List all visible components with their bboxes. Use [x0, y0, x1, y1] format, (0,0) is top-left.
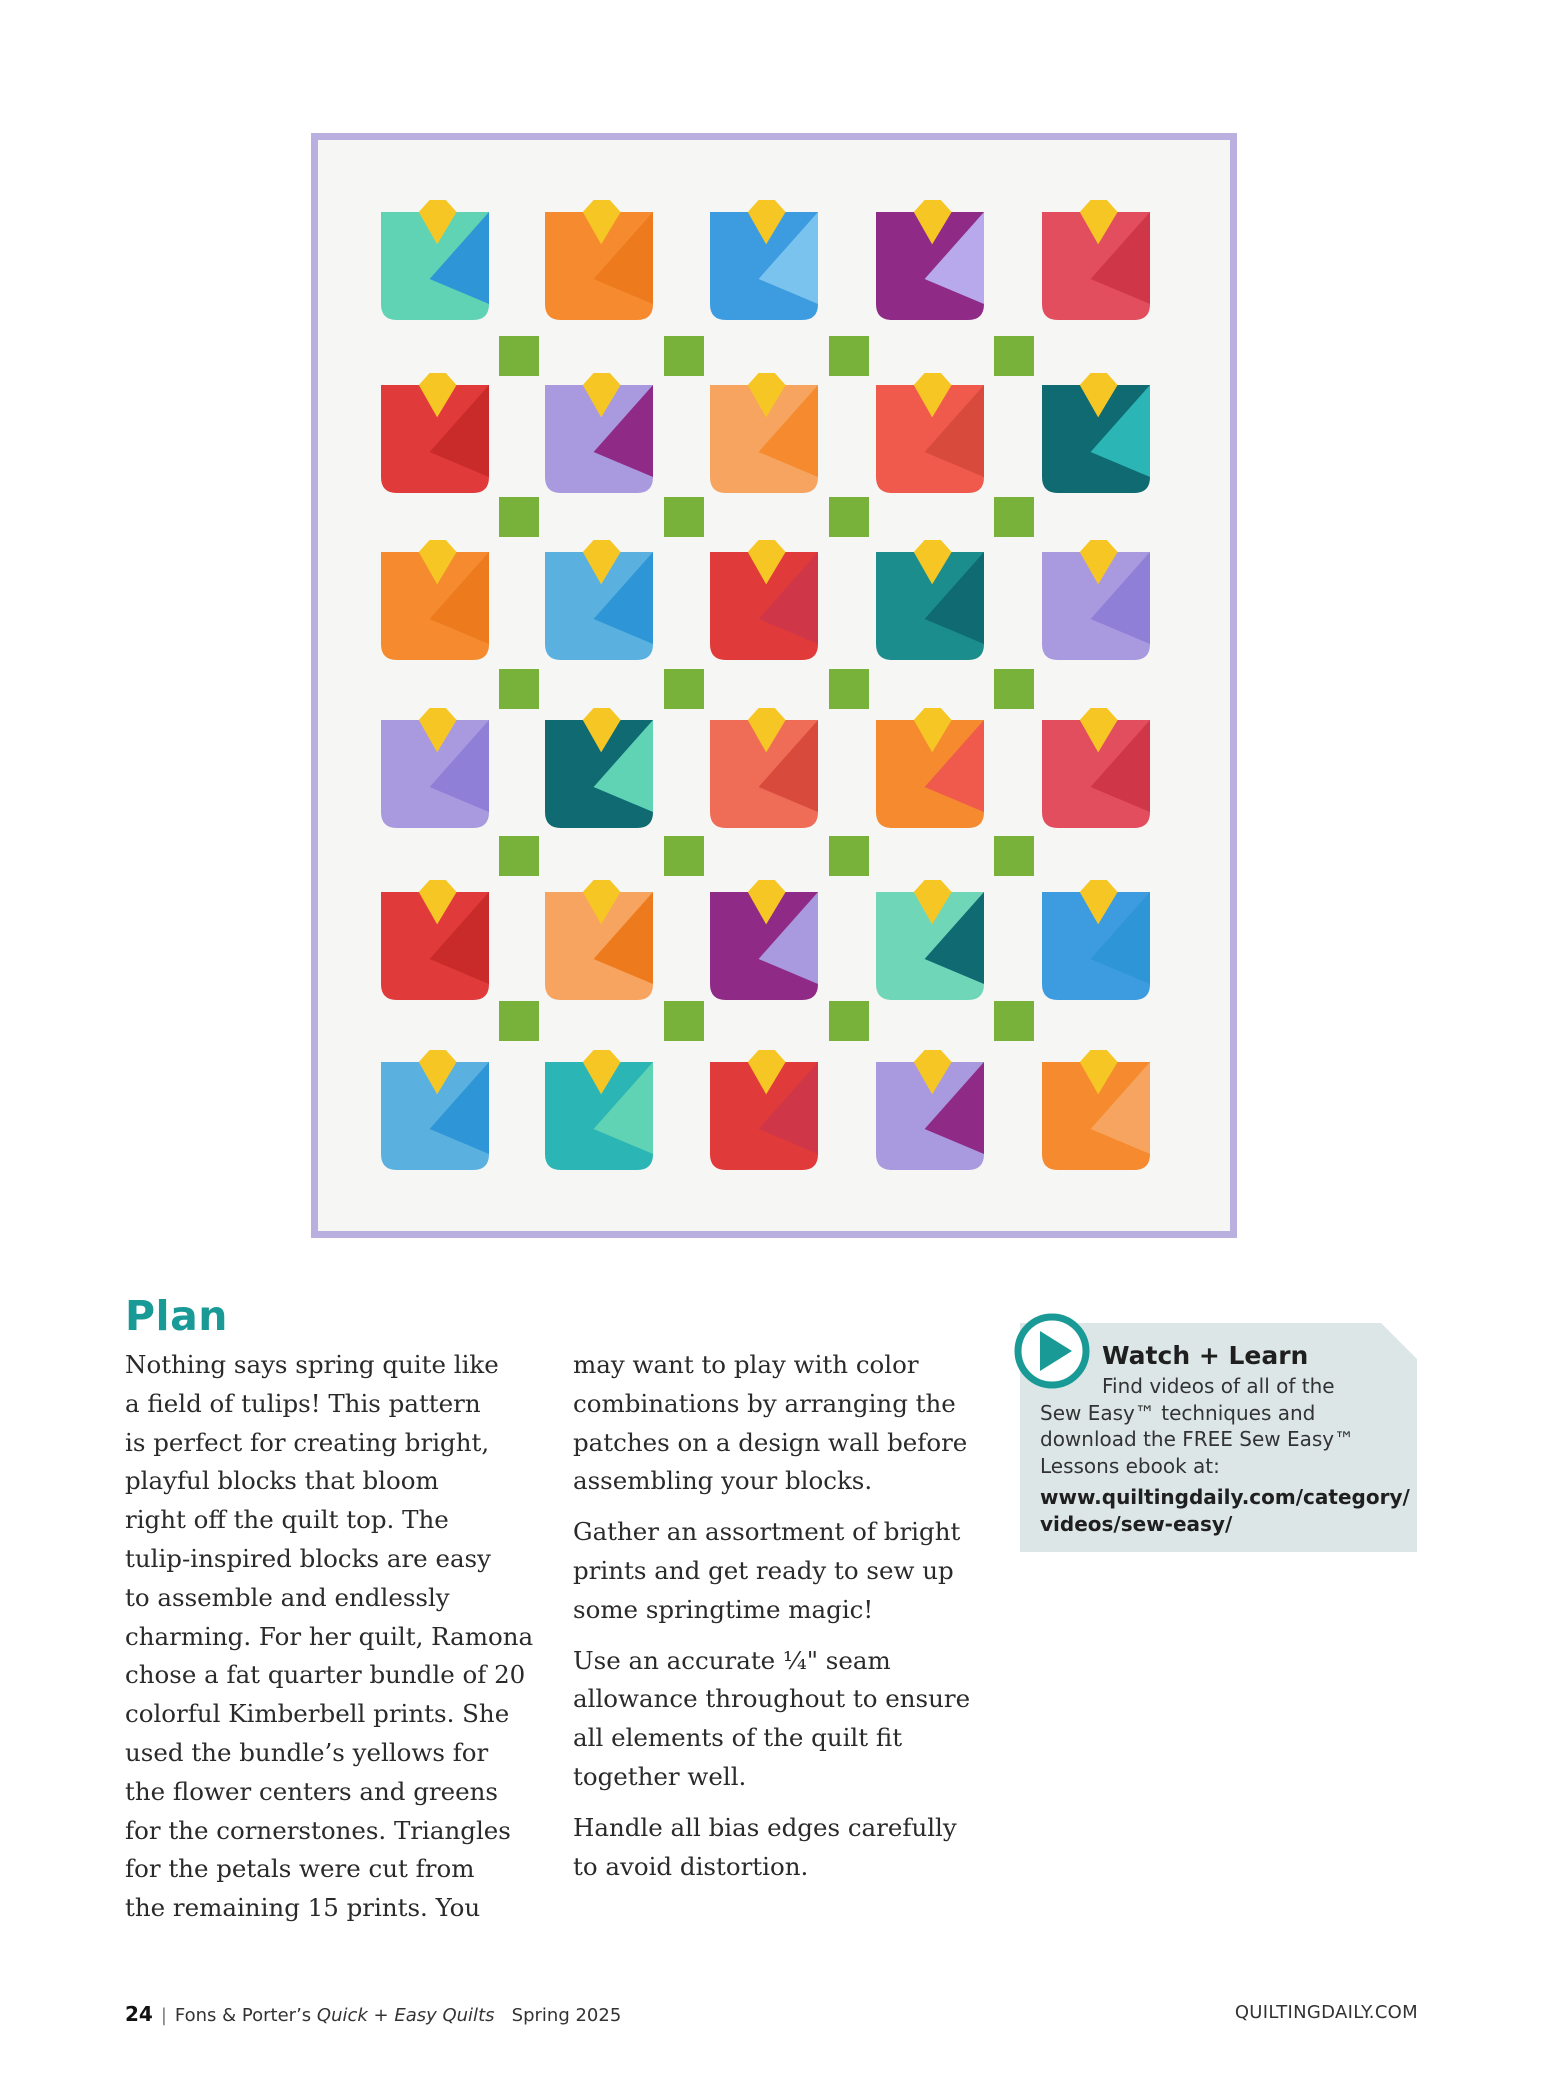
issue-date: Spring 2025: [511, 2005, 622, 2026]
body-text-line: playful blocks that bloom: [125, 1466, 439, 1496]
body-paragraph: [573, 1346, 993, 1501]
body-text-line: all elements of the quilt fit: [573, 1723, 903, 1753]
body-column-2: [573, 1346, 993, 1886]
watch-learn-description: [1040, 1373, 1410, 1479]
body-text-line: a field of tulips! This pattern: [125, 1388, 481, 1418]
cornerstone-square: [664, 669, 704, 709]
cornerstone-square: [499, 836, 539, 876]
body-paragraph: [573, 1642, 993, 1797]
cornerstone-square: [664, 336, 704, 376]
watch-learn-line: download the FREE Sew Easy™: [1040, 1427, 1355, 1451]
body-text-line: Use an accurate ¼" seam: [573, 1645, 891, 1675]
cornerstone-square: [829, 497, 869, 537]
cornerstone-square: [499, 336, 539, 376]
cornerstone-square: [994, 836, 1034, 876]
section-heading: Plan: [125, 1292, 228, 1340]
body-text-line: for the petals were cut from: [125, 1854, 475, 1884]
body-text-line: patches on a design wall before: [573, 1427, 968, 1457]
cornerstone-square: [664, 836, 704, 876]
cornerstone-square: [829, 836, 869, 876]
magazine-title: Quick + Easy Quilts: [316, 2005, 495, 2026]
watch-learn-box: [1020, 1323, 1417, 1552]
watch-learn-line: Sew Easy™ techniques and: [1040, 1400, 1316, 1425]
link-line[interactable]: videos/sew-easy/: [1040, 1512, 1233, 1536]
body-text-line: is perfect for creating bright,: [125, 1427, 490, 1457]
publisher-name: Fons & Porter’s: [174, 2005, 312, 2026]
sew-easy-link[interactable]: [1040, 1484, 1410, 1538]
body-text-line: Nothing says spring quite like: [125, 1350, 499, 1379]
page-footer: [125, 2002, 1418, 2026]
body-text-line: for the cornerstones. Triangles: [125, 1815, 511, 1845]
body-text-line: may want to play with color: [573, 1350, 919, 1379]
cornerstone-square: [994, 336, 1034, 376]
watch-learn-title: Watch + Learn: [1102, 1341, 1309, 1370]
body-text-line: allowance throughout to ensure: [573, 1684, 971, 1714]
body-text-line: some springtime magic!: [573, 1594, 874, 1624]
body-column-1: [125, 1346, 545, 1928]
cornerstone-square: [499, 497, 539, 537]
cornerstone-square: [994, 669, 1034, 709]
body-text-line: chose a fat quarter bundle of 20: [125, 1660, 526, 1690]
cornerstone-square: [664, 497, 704, 537]
body-text-line: the remaining 15 prints. You: [125, 1893, 481, 1923]
cornerstone-square: [829, 1001, 869, 1041]
link-line[interactable]: www.quiltingdaily.com/category/: [1040, 1485, 1410, 1509]
body-text-line: to assemble and endlessly: [125, 1582, 450, 1612]
cornerstone-square: [829, 336, 869, 376]
watch-learn-line: Find videos of all of the: [1102, 1374, 1335, 1398]
body-text-line: combinations by arranging the: [573, 1388, 956, 1418]
footer-separator: |: [160, 2005, 167, 2026]
body-text-line: Handle all bias edges carefully: [573, 1812, 957, 1842]
watch-learn-line: Lessons ebook at:: [1040, 1453, 1220, 1478]
quilt-photo: [311, 133, 1237, 1238]
body-paragraph: [573, 1513, 993, 1629]
cornerstone-square: [829, 669, 869, 709]
body-text-line: Gather an assortment of bright: [573, 1517, 961, 1547]
page-number: 24: [125, 2002, 153, 2026]
body-text-line: assembling your blocks.: [573, 1466, 873, 1496]
body-text-line: charming. For her quilt, Ramona: [125, 1621, 534, 1651]
body-text-line: prints and get ready to sew up: [573, 1555, 954, 1585]
footer-website: QUILTINGDAILY.COM: [1234, 2002, 1418, 2023]
cornerstone-square: [499, 1001, 539, 1041]
body-text-line: to avoid distortion.: [573, 1851, 809, 1881]
body-text-line: together well.: [573, 1761, 747, 1791]
body-text-line: colorful Kimberbell prints. She: [125, 1699, 510, 1729]
cornerstone-square: [499, 669, 539, 709]
cornerstone-square: [994, 497, 1034, 537]
body-text-line: right off the quilt top. The: [125, 1505, 449, 1535]
body-text-line: used the bundle’s yellows for: [125, 1737, 489, 1767]
body-paragraph: [573, 1809, 993, 1887]
body-text-line: the flower centers and greens: [125, 1776, 498, 1806]
body-text-line: tulip-inspired blocks are easy: [125, 1543, 491, 1573]
cornerstone-square: [664, 1001, 704, 1041]
cornerstone-square: [994, 1001, 1034, 1041]
